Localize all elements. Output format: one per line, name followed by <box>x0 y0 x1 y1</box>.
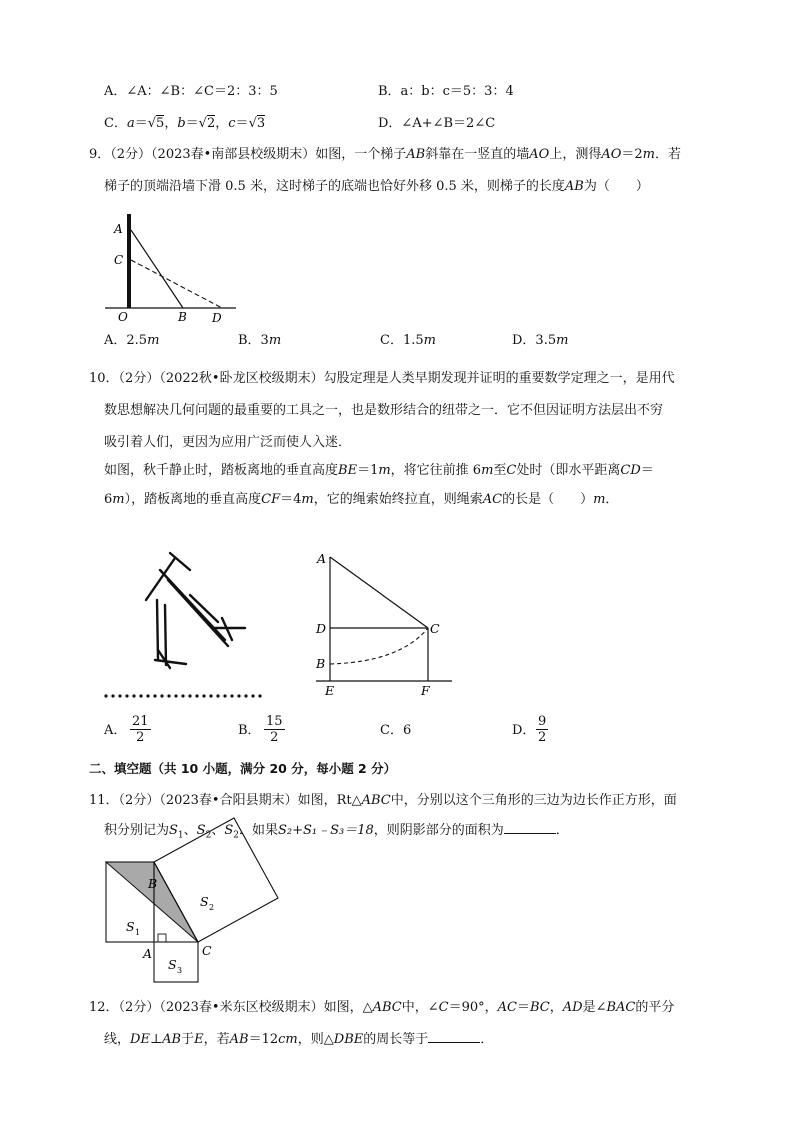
q10-option-a-label: A． <box>104 723 127 738</box>
q10-line5: 6m），踏板离地的垂直高度CF＝4m，它的绳索始终拉直，则绳索AC的长是（ ）m． <box>104 492 619 507</box>
q9-line2: 梯子的顶端沿墙下滑 0.5 米，这时梯子的底端也恰好外移 0.5 米，则梯子的长度AB为（ ） <box>104 179 649 194</box>
label-S2-sub: 2 <box>209 903 215 912</box>
q10-line2: 数思想解决几何问题的最重要的工具之一，也是数形结合的纽带之一．它不但因证明方法层出不穷 <box>104 403 664 418</box>
q8-option-b: B．a：b：c＝5：3：4 <box>378 84 514 99</box>
q10-option-d-fraction: $\frac{9}{2}$ <box>538 714 547 745</box>
section-fill-in-title: 二、填空题（共 10 小题，满分 20 分，每小题 2 分） <box>89 761 397 776</box>
q10-option-b-fraction: $\frac{15}{2}$ <box>266 714 283 745</box>
radicand-3: 3 <box>256 116 266 131</box>
q11-line1: 11．（2分）（2023春•合阳县期末）如图，Rt△ABC中，分别以这个三角形的三边为边长作正方形，面 <box>89 793 677 808</box>
q10-line3: 吸引着人们，更因为应用广泛而使人入迷． <box>104 435 352 450</box>
label-S1: S <box>126 919 135 934</box>
q9-option-c: C．1.5m <box>380 333 436 348</box>
q9-line1: 9．（2分）（2023春•南部县校级期末）如图，一个梯子AB斜靠在一竖直的墙AO上，测得AO＝2m．若 <box>89 147 681 162</box>
label-B: B <box>148 876 158 891</box>
radicand-5: 5 <box>156 116 165 131</box>
q12-line1: 12．（2分）（2023春•米东区校级期末）如图，△ABC中，∠C＝90°，AC＝BC，AD是∠BAC的平分 <box>89 1000 675 1015</box>
square-s2 <box>154 818 278 942</box>
label-C: C <box>202 943 212 958</box>
sqrt-symbol: √ <box>248 116 257 131</box>
q9-option-a: A．2.5m <box>104 333 160 348</box>
label-S1-sub: 1 <box>135 928 141 937</box>
var-a: a <box>126 116 135 131</box>
q12-line2: 线，DE⊥AB于E，若AB＝12cm，则△DBE的周长等于 ． <box>104 1032 494 1047</box>
q10-line4: 如图，秋千静止时，踏板离地的垂直高度BE＝1m，将它往前推 6m至C处时（即水平距离CD＝ <box>104 463 654 478</box>
label-D: D <box>212 311 222 325</box>
var-c: c <box>228 116 236 131</box>
q10-option-c: C．6 <box>380 723 412 738</box>
answer-blank[interactable] <box>428 1030 480 1043</box>
q9-option-b: B．3m <box>238 333 282 348</box>
label-S3-sub: 3 <box>177 966 183 975</box>
label-B: B <box>316 656 326 671</box>
var-b: b <box>177 116 186 131</box>
sqrt-symbol: √ <box>198 116 207 131</box>
q10-option-d-label: D． <box>512 723 536 738</box>
label-A: A <box>114 222 123 236</box>
q8-option-d: D．∠A+∠B＝2∠C <box>378 116 496 131</box>
q8-option-a: A．∠A：∠B：∠C＝2：3：5 <box>104 84 278 99</box>
label-B: B <box>178 310 187 324</box>
q10-option-a-fraction: $\frac{21}{2}$ <box>132 714 149 745</box>
radicand-2: 2 <box>206 116 216 131</box>
q10-line1: 10．（2分）（2022秋•卧龙区校级期末）勾股定理是人类早期发现并证明的重要数学定理之一，是用代 <box>89 371 675 386</box>
q8-option-c-prefix: C． <box>104 116 127 131</box>
label-C: C <box>114 253 124 267</box>
label-E: E <box>325 683 335 698</box>
label-D: D <box>316 621 327 636</box>
right-angle-mark <box>158 934 166 942</box>
label-A: A <box>317 551 327 566</box>
label-S3: S <box>168 957 177 972</box>
q8-option-c: C．a＝√5，b＝√2，c＝√3 <box>104 116 266 131</box>
q9-option-d: D．3.5m <box>512 333 569 348</box>
q10-option-b-label: B． <box>238 723 261 738</box>
label-C: C <box>430 621 440 636</box>
q11-line2: 积分别记为$S_1$、$S_2$、$S_2$．如果S₂+S₁﹣S₃＝18，则阴影部分的面积为 ． <box>104 823 569 841</box>
label-S2: S <box>200 894 209 909</box>
sqrt-symbol: √ <box>147 116 157 131</box>
label-A: A <box>143 946 153 961</box>
label-O: O <box>118 310 128 324</box>
label-F: F <box>421 683 430 698</box>
shaded-region <box>106 862 198 942</box>
